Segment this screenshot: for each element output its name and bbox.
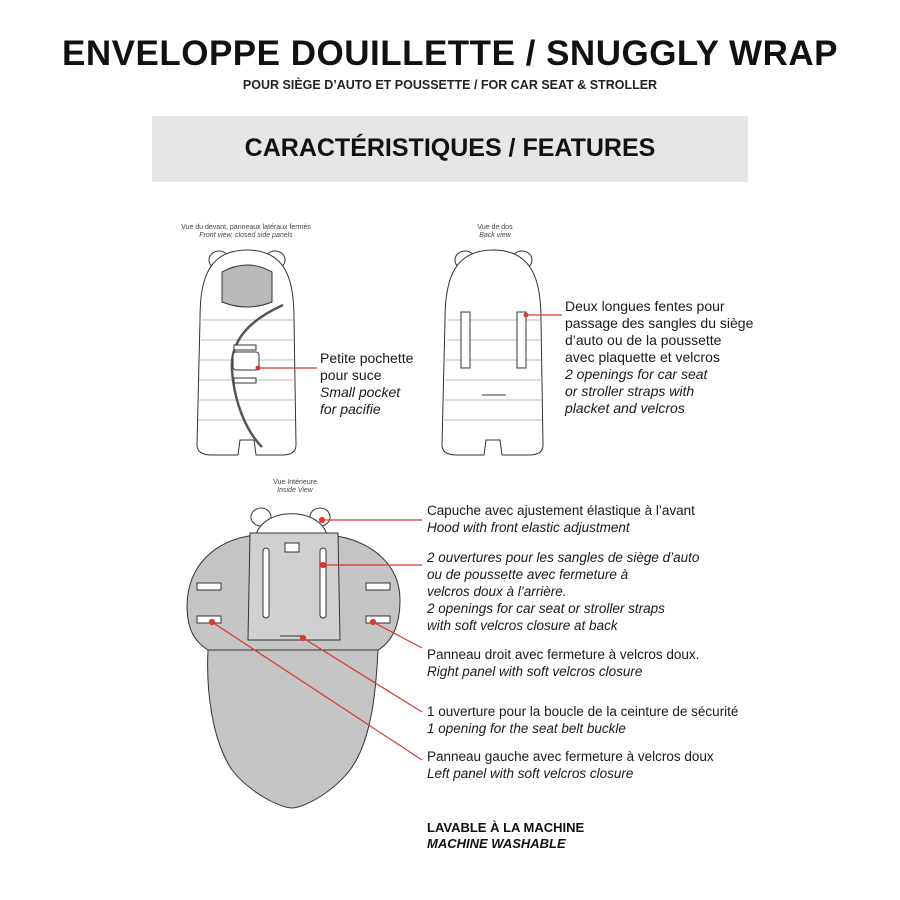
page-title: ENVELOPPE DOUILLETTE / SNUGGLY WRAP: [62, 34, 838, 73]
front-velcro-tab-2: [234, 378, 256, 383]
hood-marker: [320, 518, 325, 523]
openings-callout-l5: with soft velcros closure at back: [427, 618, 618, 633]
inside-view-caption-fr: Vue Intérieure: [273, 479, 317, 486]
slits-callout-fr3: d’auto ou de la poussette: [565, 332, 722, 348]
buckle-callout-fr: 1 ouverture pour la boucle de la ceinture de sécurité: [427, 704, 739, 719]
slits-callout-en3: placket and velcros: [565, 400, 685, 416]
openings-callout: [427, 549, 699, 634]
front-face-opening: [222, 265, 272, 307]
back-view-caption-fr: Vue de dos: [477, 224, 513, 231]
pocket-callout-en1: Small pocket: [320, 384, 401, 400]
pocket-callout-fr2: pour suce: [320, 367, 382, 383]
slits-callout-fr4: avec plaquette et velcros: [565, 349, 720, 365]
back-body-outline: [442, 250, 543, 455]
openings-callout-l1: 2 ouvertures pour les sangles de siège d’auto: [427, 550, 700, 565]
inside-lower-flap: [208, 650, 378, 808]
inside-view-drawing: [187, 508, 400, 808]
page-subtitle: POUR SIÈGE D’AUTO ET POUSSETTE / FOR CAR SEAT & STROLLER: [242, 78, 658, 92]
left-panel-callout: [427, 748, 714, 782]
slits-callout: [565, 298, 753, 417]
openings-callout-l3: velcros doux à l’arrière.: [427, 584, 567, 599]
buckle-callout-en: 1 opening for the seat belt buckle: [427, 721, 626, 736]
buckle-callout: [427, 703, 738, 737]
washing-instructions-fr: LAVABLE À LA MACHINE: [427, 820, 585, 835]
right-panel-callout: [427, 646, 699, 680]
openings-callout-l2: ou de poussette avec fermeture à: [427, 567, 629, 582]
pocket-callout-fr1: Petite pochette: [320, 350, 414, 366]
front-velcro-tab-1: [234, 345, 256, 350]
inside-label: [285, 543, 299, 552]
slits-callout-fr2: passage des sangles du siège: [565, 315, 754, 331]
left-panel-callout-fr: Panneau gauche avec fermeture à velcros doux: [427, 749, 714, 764]
right-panel-callout-fr: Panneau droit avec fermeture à velcros doux.: [427, 647, 700, 662]
hood-callout: [427, 502, 695, 536]
pocket-callout-en2: for pacifie: [320, 401, 381, 417]
inside-left-velcro-1: [197, 583, 221, 590]
washing-instructions: [427, 820, 584, 852]
back-right-slit: [517, 312, 526, 368]
pocket-marker: [256, 366, 261, 371]
front-pocket: [233, 352, 259, 370]
front-view-caption-fr: Vue du devant, panneaux latéraux fermés: [181, 224, 311, 231]
right-panel-callout-en: Right panel with soft velcros closure: [427, 664, 643, 679]
openings-callout-l4: 2 openings for car seat or stroller straps: [427, 601, 665, 616]
front-view-drawing: [197, 250, 296, 455]
section-heading: CARACTÉRISTIQUES / FEATURES: [244, 134, 656, 162]
back-left-slit: [461, 312, 470, 368]
inside-right-strap-opening: [320, 548, 326, 618]
slits-callout-fr1: Deux longues fentes pour: [565, 298, 725, 314]
slits-marker: [524, 313, 529, 318]
hood-callout-en: Hood with front elastic adjustment: [427, 520, 630, 535]
slits-callout-en2: or stroller straps with: [565, 383, 695, 399]
inside-left-strap-opening: [263, 548, 269, 618]
pocket-callout: [320, 350, 413, 418]
right-panel-marker: [371, 620, 376, 625]
front-view-caption-en: Front view, closed side panels: [199, 232, 293, 239]
hood-callout-fr: Capuche avec ajustement élastique à l’avant: [427, 503, 695, 518]
buckle-marker: [301, 636, 306, 641]
openings-marker: [321, 563, 326, 568]
left-panel-callout-en: Left panel with soft velcros closure: [427, 766, 634, 781]
back-view-caption-en: Back view: [479, 232, 511, 239]
inside-right-velcro-2: [366, 616, 390, 623]
inside-right-velcro-1: [366, 583, 390, 590]
inside-view-caption-en: Inside View: [277, 487, 313, 494]
back-view-drawing: [442, 250, 543, 455]
slits-callout-en1: 2 openings for car seat: [565, 366, 708, 382]
left-panel-marker: [210, 620, 215, 625]
washing-instructions-en: MACHINE WASHABLE: [427, 836, 566, 851]
